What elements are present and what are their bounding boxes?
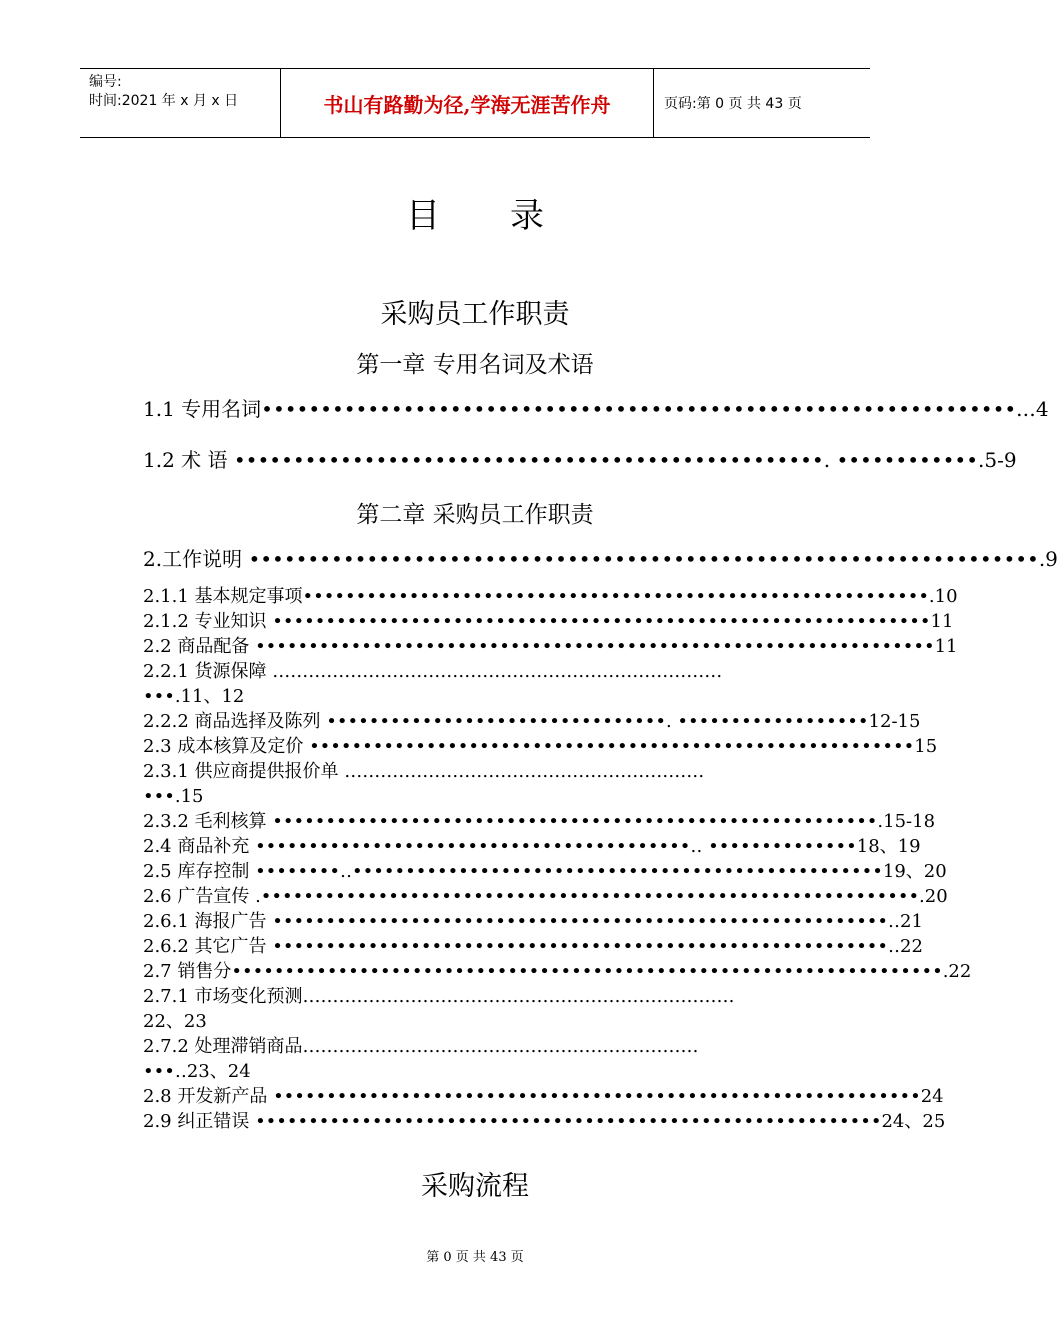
toc-entry[interactable]: •••‥23、24 bbox=[143, 1061, 251, 1082]
toc-entry[interactable]: 2.6.2 其它广告 ••••••••••••••••••••••••••••••••••••••••••••••••••••••••••‥22 bbox=[143, 936, 923, 957]
toc-entry[interactable]: 2.7 销售分•••••••••••••••••••••••••••••••••••••••••••••••••••••••••••••••••••.22 bbox=[143, 961, 972, 982]
document-header bbox=[80, 68, 870, 138]
toc-entry[interactable]: •••.15 bbox=[143, 786, 204, 807]
toc-entry[interactable]: 2.2.1 货源保障 ………………………………………………………………… bbox=[143, 661, 723, 682]
toc-entry[interactable]: •••.11、12 bbox=[143, 686, 245, 707]
toc-entry[interactable]: 2.2 商品配备 ••••••••••••••••••••••••••••••••••••••••••••••••••••••••••••••••11 bbox=[143, 636, 958, 657]
toc-entry[interactable]: 2.3.2 毛利核算 •••••••••••••••••••••••••••••••••••••••••••••••••••••••••.15-18 bbox=[143, 811, 936, 832]
toc-entry[interactable]: 2.6.1 海报广告 ••••••••••••••••••••••••••••••••••••••••••••••••••••••••••‥21 bbox=[143, 911, 923, 932]
motto: 书山有路勤为径,学海无涯苦作舟 bbox=[281, 69, 654, 137]
toc-entry[interactable]: 1.1 专用名词••••••••••••••••••••••••••••••••••••••••••••••••••••••••••••••••.‥4 bbox=[143, 397, 1049, 421]
toc-entry[interactable]: 2.3 成本核算及定价 •••••••••••••••••••••••••••••••••••••••••••••••••••••••••15 bbox=[143, 736, 938, 757]
header-meta-cell bbox=[80, 69, 281, 137]
toc-entry[interactable]: 22、23 bbox=[143, 1011, 207, 1032]
toc-entry[interactable]: 2.工作说明 •••••••••••••••••••••••••••••••••••••••••••••••••••••••••••••••••••.9 bbox=[143, 547, 1058, 571]
page-footer: 第 0 页 共 43 页 bbox=[426, 1250, 524, 1265]
date-line: 时间:2021 年 x 月 x 日 bbox=[89, 93, 239, 109]
toc-entry[interactable]: 2.9 纠正错误 •••••••••••••••••••••••••••••••••••••••••••••••••••••••••••24、25 bbox=[143, 1111, 946, 1132]
toc-entry[interactable]: 2.4 商品补充 •••••••••••••••••••••••••••••••••••••••••‥ ••••••••••••••18、19 bbox=[143, 836, 921, 857]
toc-entry[interactable]: 1.2 术 语 ••••••••••••••••••••••••••••••••••••••••••••••••••. ••••••••••••.5-9 bbox=[143, 448, 1017, 472]
doc-title: 目录 bbox=[406, 196, 614, 236]
chapter1-title: 第一章 专用名词及术语 bbox=[356, 352, 594, 378]
toc-entry[interactable]: 2.8 开发新产品 •••••••••••••••••••••••••••••••••••••••••••••••••••••••••••••24 bbox=[143, 1086, 944, 1107]
page-info: 页码:第 0 页 共 43 页 bbox=[664, 96, 802, 112]
toc-entry[interactable]: 2.1.1 基本规定事项•••••••••••••••••••••••••••••••••••••••••••••••••••••••••••.10 bbox=[143, 586, 958, 607]
chapter2-title: 第二章 采购员工作职责 bbox=[356, 502, 594, 528]
toc-entry[interactable]: 2.7.1 市场变化预测……………………………………………………………… bbox=[143, 986, 735, 1007]
toc-entry[interactable]: 2.5 库存控制 ••••••••‥••••••••••••••••••••••••••••••••••••••••••••••••••19、20 bbox=[143, 861, 947, 882]
code-label: 编号: bbox=[89, 74, 122, 90]
toc-entry[interactable]: 2.7.2 处理滞销商品………………………………………………………… bbox=[143, 1036, 699, 1057]
toc-entry[interactable]: 2.2.2 商品选择及陈列 ••••••••••••••••••••••••••••••••. ••••••••••••••••••12-15 bbox=[143, 711, 921, 732]
toc-entry[interactable]: 2.1.2 专业知识 ••••••••••••••••••••••••••••••••••••••••••••••••••••••••••••••11 bbox=[143, 611, 954, 632]
section-title-process: 采购流程 bbox=[421, 1171, 529, 1202]
section-title-duties: 采购员工作职责 bbox=[380, 299, 570, 330]
toc-entry[interactable]: 2.6 广告宣传 .••••••••••••••••••••••••••••••••••••••••••••••••••••••••••••••.20 bbox=[143, 886, 948, 907]
toc-entry[interactable]: 2.3.1 供应商提供报价单 …………………………………………………… bbox=[143, 761, 705, 782]
